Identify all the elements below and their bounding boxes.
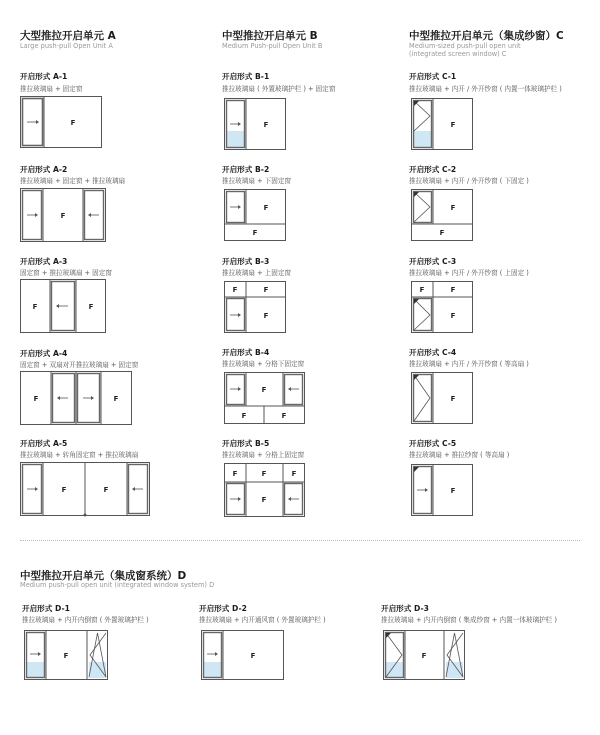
svg-text:F: F	[250, 652, 256, 660]
svg-text:F: F	[450, 121, 456, 129]
diagram-a4	[20, 371, 132, 425]
item-a2-desc: 推拉玻璃扇 + 固定窗 + 推拉玻璃扇	[20, 177, 126, 185]
item-a5-title: 开启形式 A-5	[20, 439, 68, 448]
svg-text:F: F	[113, 395, 119, 403]
section-c-title: 中型推拉开启单元（集成纱窗）C	[409, 30, 564, 42]
item-c3-desc: 推拉玻璃扇 + 内开 / 外开纱窗 ( 上固定 )	[409, 269, 529, 277]
diagram-c2	[411, 189, 473, 241]
item-a1-title: 开启形式 A-1	[20, 72, 68, 81]
section-d-subtitle: Medium push-pull open unit (integrated window system) D	[20, 581, 215, 589]
diagram-a3	[20, 279, 106, 333]
item-c3-title: 开启形式 C-3	[409, 257, 457, 266]
svg-text:F: F	[88, 303, 94, 311]
section-c-subtitle-line2: (integrated screen window) C	[409, 50, 507, 58]
section-c-subtitle-line1: Medium-sized push-pull open unit	[409, 42, 521, 50]
section-a-subtitle: Large push-pull Open Unit A	[20, 42, 113, 50]
fixed-label: F	[70, 119, 76, 127]
diagram-c1	[411, 98, 473, 150]
svg-text:F: F	[252, 229, 258, 237]
diagram-b5	[224, 463, 305, 517]
item-a4-desc: 固定窗 + 双扇对开推拉玻璃扇 + 固定窗	[20, 361, 139, 369]
svg-text:F: F	[33, 395, 39, 403]
item-b5-desc: 推拉玻璃扇 + 分格上固定窗	[222, 451, 305, 459]
svg-text:F: F	[61, 486, 67, 494]
diagram-c5	[411, 464, 473, 516]
svg-text:F: F	[421, 652, 427, 660]
section-divider	[20, 540, 580, 541]
svg-text:F: F	[291, 470, 297, 478]
svg-text:F: F	[263, 312, 269, 320]
svg-text:F: F	[261, 470, 267, 478]
svg-text:F: F	[450, 312, 456, 320]
item-a1-desc: 推拉玻璃扇 + 固定窗	[20, 85, 83, 93]
diagram-a2	[20, 188, 106, 242]
diagram-a1	[20, 96, 102, 148]
svg-text:F: F	[263, 121, 269, 129]
diagram-a5	[20, 462, 150, 516]
svg-text:F: F	[60, 212, 66, 220]
item-c2-title: 开启形式 C-2	[409, 165, 457, 174]
svg-text:F: F	[232, 470, 238, 478]
diagram-b2	[224, 189, 286, 241]
svg-text:F: F	[241, 412, 247, 420]
item-c1-title: 开启形式 C-1	[409, 72, 457, 81]
item-a2-title: 开启形式 A-2	[20, 165, 68, 174]
svg-text:F: F	[450, 204, 456, 212]
svg-text:F: F	[63, 652, 69, 660]
item-b4-desc: 推拉玻璃扇 + 分格下固定窗	[222, 360, 305, 368]
svg-text:F: F	[261, 386, 267, 394]
svg-text:F: F	[32, 303, 38, 311]
item-d3-title: 开启形式 D-3	[381, 604, 429, 613]
svg-text:F: F	[450, 286, 456, 294]
section-b-title: 中型推拉开启单元 B	[222, 30, 318, 42]
svg-text:F: F	[103, 486, 109, 494]
svg-text:F: F	[232, 286, 238, 294]
item-c1-desc: 推拉玻璃扇 + 内开 / 外开纱窗 ( 内置一体玻璃护栏 )	[409, 85, 562, 93]
section-a-title: 大型推拉开启单元 A	[20, 30, 116, 42]
diagram-d3	[383, 630, 465, 680]
section-d-title: 中型推拉开启单元（集成窗系统）D	[20, 570, 187, 582]
item-b2-desc: 推拉玻璃扇 + 下固定窗	[222, 177, 292, 185]
diagram-b1	[224, 98, 286, 150]
item-b5-title: 开启形式 B-5	[222, 439, 270, 448]
svg-text:F: F	[263, 286, 269, 294]
item-b3-desc: 推拉玻璃扇 + 上固定窗	[222, 269, 292, 277]
item-c5-title: 开启形式 C-5	[409, 439, 457, 448]
item-b1-title: 开启形式 B-1	[222, 72, 270, 81]
diagram-c4	[411, 372, 473, 424]
item-c2-desc: 推拉玻璃扇 + 内开 / 外开纱窗 ( 下固定 )	[409, 177, 529, 185]
glass-guard	[226, 131, 244, 148]
section-b-subtitle: Medium Push-pull Open Unit B	[222, 42, 323, 50]
item-a3-title: 开启形式 A-3	[20, 257, 68, 266]
diagram-b4	[224, 372, 305, 424]
item-a3-desc: 固定窗 + 推拉玻璃扇 + 固定窗	[20, 269, 112, 277]
item-a5-desc: 推拉玻璃扇 + 转角固定窗 + 推拉玻璃扇	[20, 451, 139, 459]
item-d2-desc: 推拉玻璃扇 + 内开通风窗 ( 外置玻璃护栏 )	[199, 616, 326, 624]
svg-text:F: F	[450, 395, 456, 403]
item-b1-desc: 推拉玻璃扇 ( 外置玻璃护栏 ) + 固定窗	[222, 85, 336, 93]
item-c4-title: 开启形式 C-4	[409, 348, 457, 357]
svg-text:F: F	[439, 229, 445, 237]
diagram-d1	[24, 630, 108, 680]
item-d1-desc: 推拉玻璃扇 + 内开内倒窗 ( 外置玻璃护栏 )	[22, 616, 149, 624]
item-c4-desc: 推拉玻璃扇 + 内开 / 外开纱窗 ( 等高扇 )	[409, 360, 529, 368]
svg-text:F: F	[450, 487, 456, 495]
diagram-b3	[224, 281, 286, 333]
svg-text:F: F	[261, 496, 267, 504]
diagram-c3	[411, 281, 473, 333]
item-c5-desc: 推拉玻璃扇 + 推拉纱窗 ( 等高扇 )	[409, 451, 510, 459]
diagram-d2	[201, 630, 284, 680]
item-a4-title: 开启形式 A-4	[20, 349, 68, 358]
item-b4-title: 开启形式 B-4	[222, 348, 270, 357]
item-d1-title: 开启形式 D-1	[22, 604, 70, 613]
item-d2-title: 开启形式 D-2	[199, 604, 247, 613]
item-d3-desc: 推拉玻璃扇 + 内开内倒窗 ( 集成纱窗 + 内置一体玻璃护栏 )	[381, 616, 557, 624]
item-b2-title: 开启形式 B-2	[222, 165, 270, 174]
item-b3-title: 开启形式 B-3	[222, 257, 270, 266]
svg-text:F: F	[281, 412, 287, 420]
svg-text:F: F	[419, 286, 425, 294]
svg-text:F: F	[263, 204, 269, 212]
